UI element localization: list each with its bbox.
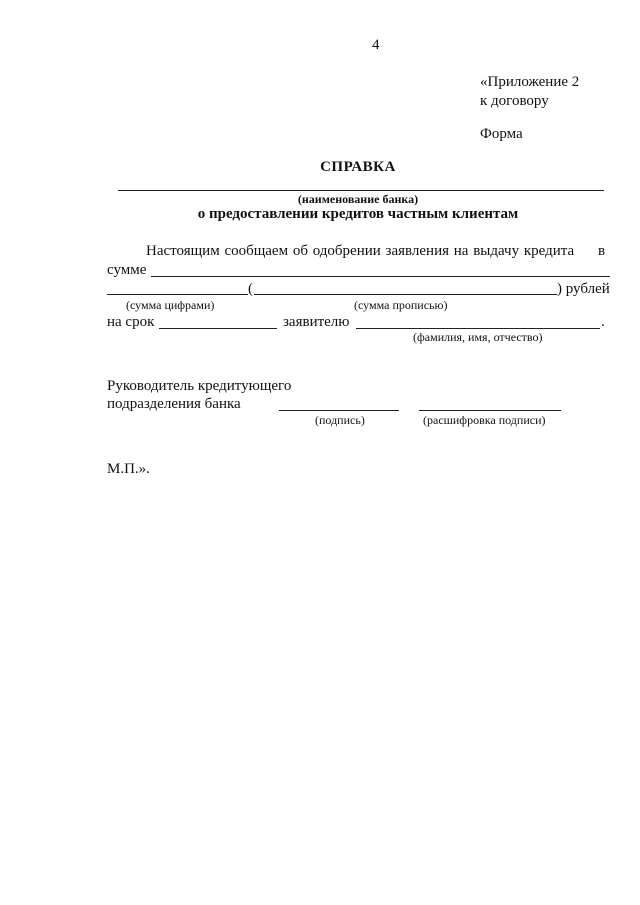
document-subtitle: о предоставлении кредитов частным клиентам xyxy=(197,206,519,222)
sum-paren-open: ( xyxy=(248,281,253,297)
signature-decode-blank xyxy=(419,410,561,411)
signature-decode-caption: (расшифровка подписи) xyxy=(423,413,546,427)
form-label: Форма xyxy=(480,126,523,142)
head-title-line-2: подразделения банка xyxy=(107,396,241,412)
page-number: 4 xyxy=(372,37,380,53)
sum-digits-caption: (сумма цифрами) xyxy=(126,298,215,312)
bank-name-caption: (наименование банка) xyxy=(297,192,419,206)
appendix-line-1: «Приложение 2 xyxy=(480,74,580,90)
term-blank xyxy=(159,328,277,329)
head-title-line-1: Руководитель кредитующего xyxy=(107,378,292,394)
appendix-line-2: к договору xyxy=(480,93,549,109)
paragraph-end-word: в xyxy=(598,243,606,259)
bank-name-line xyxy=(118,190,604,191)
paragraph-start: Настоящим сообщаем об одобрении заявления на выдачу кредита xyxy=(146,243,575,259)
sum-words-blank xyxy=(254,294,557,295)
sum-label: сумме xyxy=(107,262,147,278)
applicant-label: заявителю xyxy=(283,314,350,330)
signature-caption: (подпись) xyxy=(315,413,365,427)
signature-blank xyxy=(279,410,399,411)
sentence-period: . xyxy=(601,314,605,330)
term-label: на срок xyxy=(107,314,155,330)
applicant-name-caption: (фамилия, имя, отчество) xyxy=(413,330,543,344)
sum-digits-blank xyxy=(107,294,248,295)
sum-words-caption: (сумма прописью) xyxy=(354,298,448,312)
rubles-label: ) рублей xyxy=(557,281,610,297)
document-title: СПРАВКА xyxy=(320,159,396,175)
stamp-place-label: М.П.». xyxy=(107,461,150,477)
sum-blank xyxy=(151,276,610,277)
applicant-blank xyxy=(356,328,600,329)
